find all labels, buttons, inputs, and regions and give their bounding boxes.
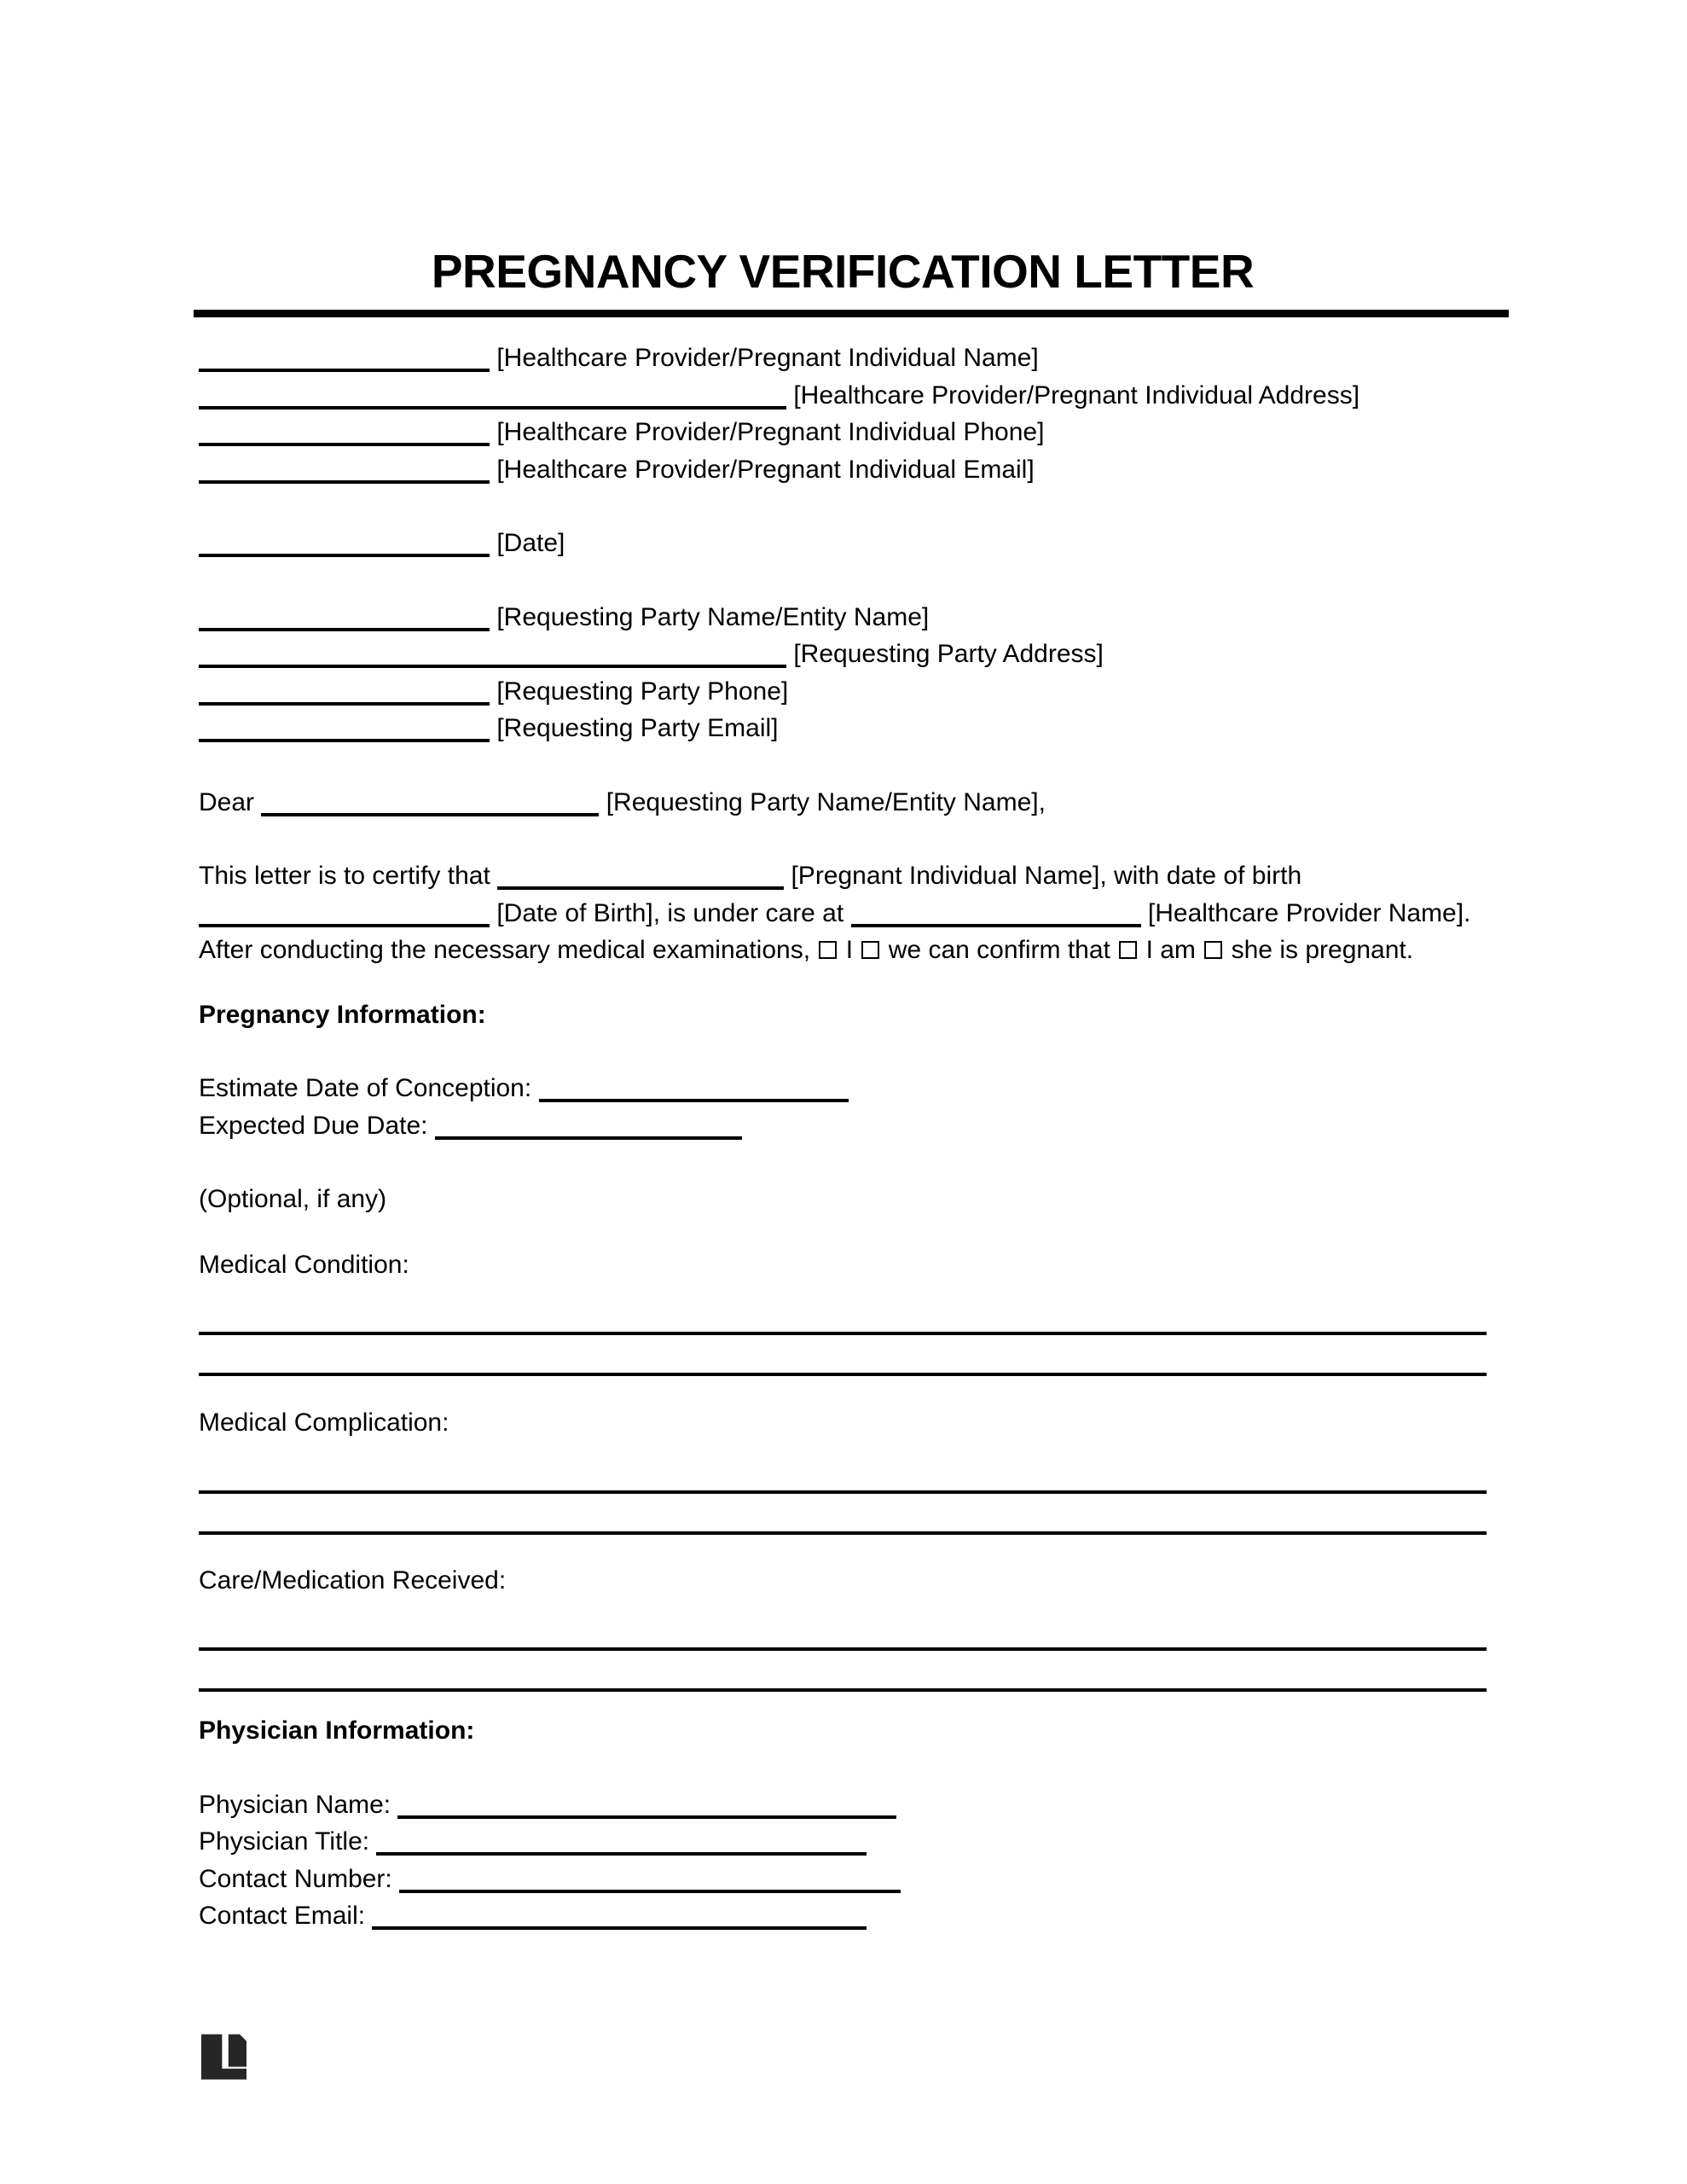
- provider-name-row: [199, 340, 1487, 377]
- date-row: [199, 525, 1487, 562]
- provider-phone-blank-line: [199, 443, 490, 446]
- requesting-email-blank-line: [199, 739, 490, 742]
- contact-number-blank-line: [399, 1890, 901, 1893]
- conception-date-row: [199, 1070, 1487, 1107]
- provider-phone-label: [Healthcare Provider/Pregnant Individual Phone]: [496, 418, 1045, 446]
- provider-care-blank-line: [851, 924, 1141, 927]
- legal-templates-logo: [201, 2034, 246, 2080]
- physician-name-row: [199, 1786, 1487, 1824]
- conception-date-blank-line: [539, 1099, 849, 1102]
- provider-email-blank-line: [199, 480, 490, 484]
- contact-number-row: [199, 1861, 1487, 1898]
- physician-title-blank-line: [376, 1852, 867, 1856]
- certification-paragraph: [199, 857, 1487, 969]
- provider-name-blank-line: [199, 369, 490, 372]
- requesting-name-blank-line: [199, 628, 490, 631]
- due-date-blank-line: [435, 1136, 742, 1140]
- provider-phone-row: [199, 414, 1487, 451]
- requesting-name-row: [199, 599, 1487, 636]
- document-content: [199, 0, 1487, 1935]
- certify-text-3: [Date of Birth], is under care at: [496, 898, 844, 927]
- physician-name-blank-line: [397, 1815, 896, 1819]
- certify-option-we: we can confirm that: [888, 936, 1110, 964]
- checkbox-i-am-icon: [1119, 941, 1137, 959]
- care-received-line-2: [199, 1651, 1487, 1692]
- checkbox-i-icon: [819, 941, 837, 959]
- date-label: [Date]: [496, 529, 565, 557]
- medical-condition-line-1: [199, 1294, 1487, 1335]
- salutation-row: [199, 784, 1487, 822]
- provider-email-label: [Healthcare Provider/Pregnant Individual Email]: [496, 455, 1035, 484]
- salutation-blank-line: [261, 813, 599, 816]
- requesting-address-row: [199, 636, 1487, 673]
- provider-name-label: [Healthcare Provider/Pregnant Individual Name]: [496, 344, 1039, 372]
- requesting-address-blank-line: [199, 665, 786, 668]
- salutation-suffix: [Requesting Party Name/Entity Name],: [606, 787, 1046, 816]
- medical-condition-line-2: [199, 1335, 1487, 1376]
- requesting-email-label: [Requesting Party Email]: [496, 714, 779, 742]
- certify-option-i: I: [845, 936, 854, 964]
- birth-date-blank-line: [199, 924, 490, 927]
- due-date-row: [199, 1107, 1487, 1145]
- pregnancy-information-heading: Pregnancy Information:: [199, 1000, 486, 1029]
- checkbox-she-icon: [1204, 941, 1222, 959]
- medical-complication-line-2: [199, 1494, 1487, 1535]
- provider-address-label: [Healthcare Provider/Pregnant Individual Address]: [793, 380, 1360, 410]
- physician-information-heading: Physician Information:: [199, 1716, 475, 1745]
- due-date-label: Expected Due Date:: [199, 1111, 428, 1140]
- provider-address-blank-line: [199, 406, 786, 410]
- requesting-address-label: [Requesting Party Address]: [793, 640, 1104, 668]
- medical-complication-label: Medical Complication:: [199, 1409, 449, 1437]
- certify-text-1: This letter is to certify that: [199, 862, 490, 890]
- requesting-phone-row: [199, 673, 1487, 711]
- medical-condition-label: Medical Condition:: [199, 1250, 409, 1279]
- contact-email-row: [199, 1897, 1487, 1935]
- certify-text-4: [Healthcare Provider Name]. After conducting the necessary medical examinations,: [199, 898, 1471, 964]
- physician-name-label: Physician Name:: [199, 1790, 391, 1819]
- pregnant-name-blank-line: [497, 886, 784, 890]
- page-title: PREGNANCY VERIFICATION LETTER: [431, 245, 1255, 298]
- care-received-line-1: [199, 1610, 1487, 1651]
- requesting-phone-blank-line: [199, 702, 490, 706]
- certify-option-she: she is pregnant.: [1231, 936, 1414, 964]
- contact-email-label: Contact Email:: [199, 1902, 366, 1930]
- conception-date-label: Estimate Date of Conception:: [199, 1074, 532, 1102]
- provider-address-block: [199, 340, 1487, 488]
- salutation-prefix: Dear: [199, 787, 255, 816]
- requesting-phone-label: [Requesting Party Phone]: [496, 677, 789, 706]
- certify-text-2: [Pregnant Individual Name], with date of birth: [791, 862, 1302, 890]
- medical-complication-line-1: [199, 1453, 1487, 1494]
- requesting-party-block: [199, 599, 1487, 747]
- physician-title-row: [199, 1823, 1487, 1861]
- requesting-email-row: [199, 710, 1487, 747]
- contact-email-blank-line: [372, 1926, 867, 1930]
- requesting-name-label: [Requesting Party Name/Entity Name]: [496, 602, 930, 631]
- optional-note: (Optional, if any): [199, 1185, 387, 1213]
- title-divider: [194, 310, 1509, 317]
- date-blank-line: [199, 554, 490, 557]
- provider-address-row: [199, 377, 1487, 415]
- care-received-label: Care/Medication Received:: [199, 1565, 507, 1594]
- certify-option-i-am: I am: [1145, 936, 1196, 964]
- physician-title-label: Physician Title:: [199, 1827, 370, 1856]
- provider-email-row: [199, 451, 1487, 489]
- contact-number-label: Contact Number:: [199, 1864, 392, 1893]
- checkbox-we-icon: [861, 941, 879, 959]
